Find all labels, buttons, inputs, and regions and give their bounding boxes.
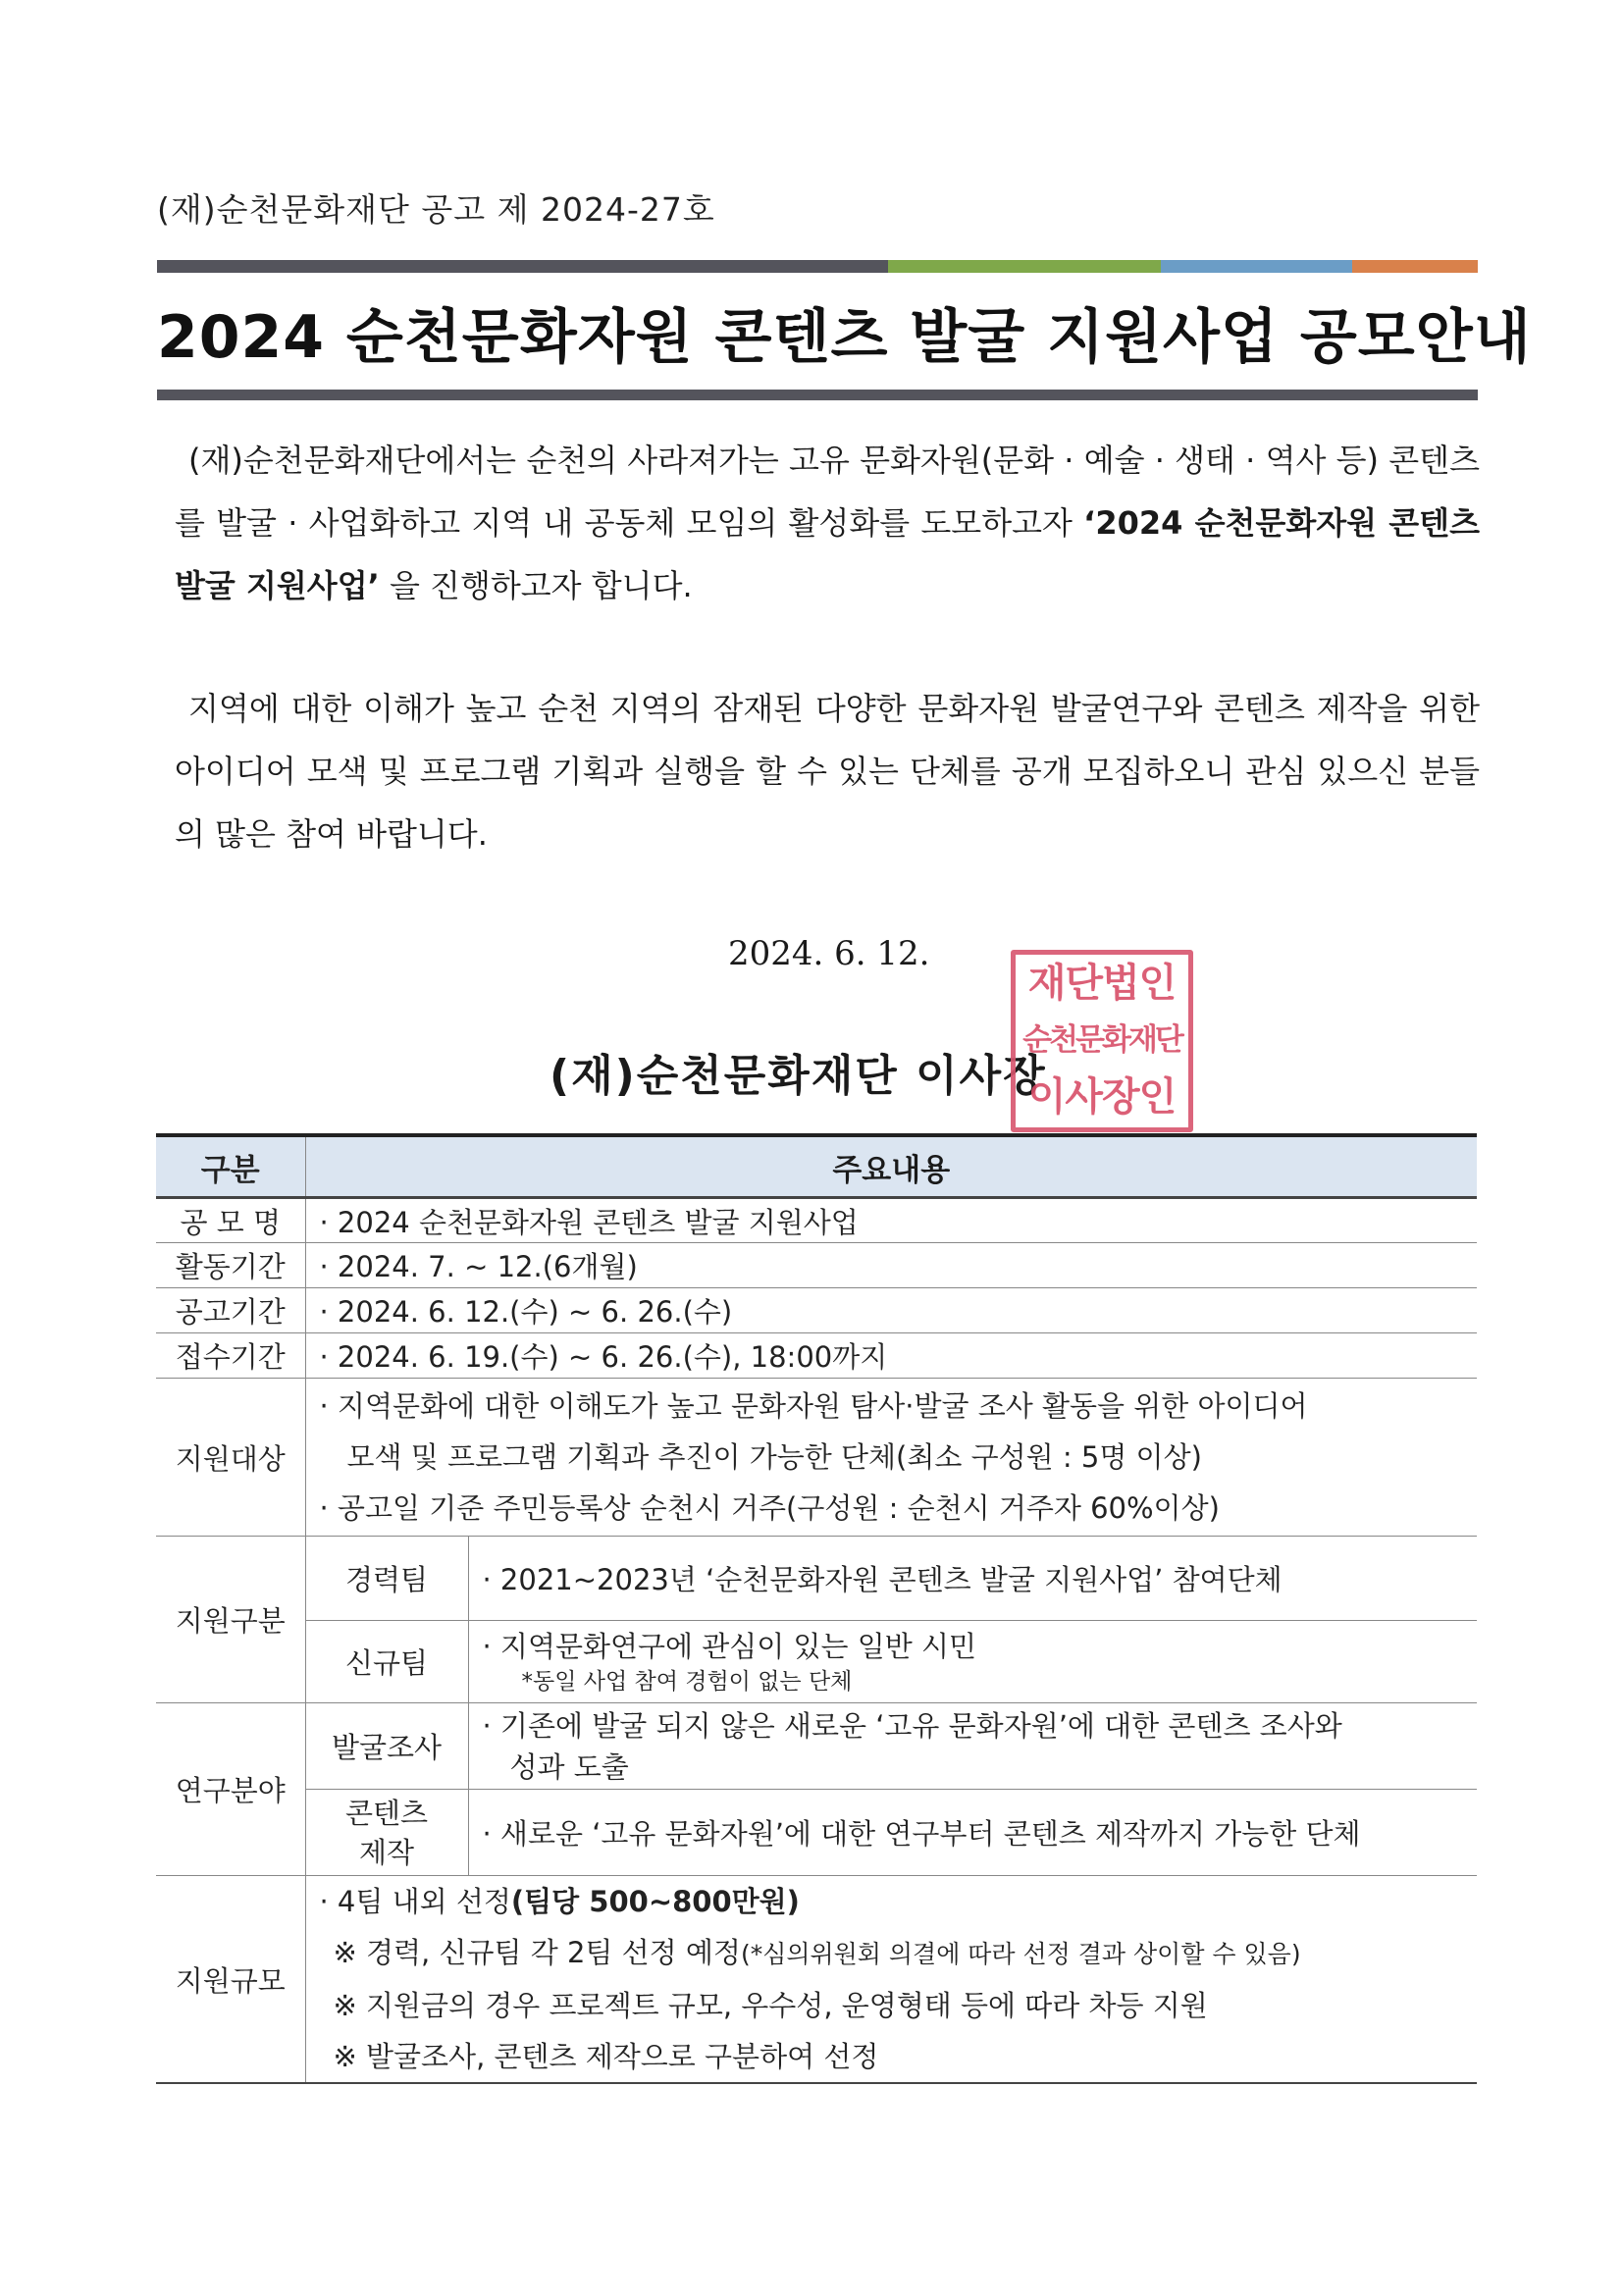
sub-label-survey: 발굴조사 <box>305 1703 468 1790</box>
row-label-receipt: 접수기간 <box>156 1333 305 1379</box>
scale-line-1 <box>320 1876 1478 1927</box>
target-line-2: 모색 및 프로그램 기획과 추진이 가능한 단체(최소 구성원 : 5명 이상) <box>346 1440 1202 1474</box>
intro-paragraph-1 <box>175 429 1480 617</box>
decor-bar-gray <box>157 260 888 273</box>
row-label-scale: 지원규모 <box>156 1876 305 2084</box>
decor-bar-blue <box>1161 260 1352 273</box>
sub-label-new: 신규팀 <box>305 1621 468 1703</box>
sub-label-content <box>305 1790 468 1876</box>
scale-line-2 <box>320 1927 1478 1980</box>
row-value-notice: · 2024. 6. 12.(수) ~ 6. 26.(수) <box>305 1288 1477 1333</box>
header-content: 주요내용 <box>305 1135 1477 1198</box>
row-value-survey <box>468 1703 1477 1790</box>
seal-line-3: 이사장인 <box>1027 1074 1177 1120</box>
title-underline-bar <box>157 390 1478 400</box>
row-label-notice: 공고기간 <box>156 1288 305 1333</box>
scale-line-3: ※ 지원금의 경우 프로젝트 규모, 우수성, 운영형태 등에 따라 차등 지원 <box>333 1989 1208 2022</box>
scale-line-1-a: · 4팀 내외 선정 <box>319 1885 511 1918</box>
row-label-field: 연구분야 <box>156 1703 305 1876</box>
notice-number: (재)순천문화재단 공고 제 2024-27호 <box>157 190 715 229</box>
seal-line-1: 재단법인 <box>1027 961 1177 1006</box>
sub-label-experienced: 경력팀 <box>305 1537 468 1621</box>
target-line-1: · 지역문화에 대한 이해도가 높고 문화자원 탐사·발굴 조사 활동을 위한 아이디어 <box>319 1389 1308 1423</box>
notice-date: 2024. 6. 12. <box>728 934 930 973</box>
page-title: 2024 순천문화자원 콘텐츠 발굴 지원사업 공모안내 <box>157 303 1532 372</box>
intro-program-name: ‘2024 순천문화자원 콘텐츠 발굴 지원사업’ <box>175 504 1480 604</box>
scale-line-2-a: ※ 경력, 신규팀 각 2팀 선정 예정 <box>333 1936 741 1969</box>
header-category: 구분 <box>156 1135 305 1198</box>
row-value-experienced: · 2021~2023년 ‘순천문화자원 콘텐츠 발굴 지원사업’ 참여단체 <box>468 1537 1477 1621</box>
content-label-line-1: 콘텐츠 <box>344 1796 429 1830</box>
row-value-new <box>468 1621 1477 1703</box>
row-value-content: · 새로운 ‘고유 문화자원’에 대한 연구부터 콘텐츠 제작까지 가능한 단체 <box>468 1790 1477 1876</box>
official-seal-stamp <box>1011 950 1193 1132</box>
scale-line-2-b: (*심의위원회 의결에 따라 선정 결과 상이할 수 있음) <box>740 1940 1301 1968</box>
intro-text-a: (재)순천문화재단에서는 순천의 사라져가는 고유 문화자원(문화 · 예술 · 생태 · 역사 등) 콘텐츠를 발굴 · 사업화하고 지역 내 공동체 모임의 활성화를 도모하고자 <box>175 442 1480 542</box>
row-value-receipt: · 2024. 6. 19.(수) ~ 6. 26.(수), 18:00까지 <box>305 1333 1477 1379</box>
intro-paragraph-2: 지역에 대한 이해가 높고 순천 지역의 잠재된 다양한 문화자원 발굴연구와 콘텐츠 제작을 위한 아이디어 모색 및 프로그램 기획과 실행을 할 수 있는 단체를 공개 모집하오니 관심 있으신 분들의 많은 참여 바랍니다. <box>175 690 1480 853</box>
row-label-name: 공 모 명 <box>156 1198 305 1243</box>
program-info-table <box>156 1133 1477 2084</box>
issuer-name: (재)순천문화재단 이사장 <box>550 1051 1047 1101</box>
new-team-line: · 지역문화연구에 관심이 있는 일반 시민 <box>482 1629 977 1663</box>
row-value-activity: · 2024. 7. ~ 12.(6개월) <box>305 1243 1477 1288</box>
target-line-3: · 공고일 기준 주민등록상 순천시 거주(구성원 : 순천시 거주자 60%이상) <box>319 1491 1220 1525</box>
row-label-activity: 활동기간 <box>156 1243 305 1288</box>
content-label-line-2: 제작 <box>358 1835 415 1869</box>
row-label-division: 지원구분 <box>156 1537 305 1703</box>
survey-line-2: 성과 도출 <box>509 1749 629 1784</box>
row-label-target: 지원대상 <box>156 1379 305 1537</box>
scale-line-1-b: (팀당 500~800만원) <box>510 1885 800 1918</box>
row-value-name: · 2024 순천문화자원 콘텐츠 발굴 지원사업 <box>305 1198 1477 1243</box>
seal-line-2: 순천문화재단 <box>1022 1022 1181 1058</box>
decor-bar-green <box>888 260 1161 273</box>
survey-line-1: · 기존에 발굴 되지 않은 새로운 ‘고유 문화자원’에 대한 콘텐츠 조사와 <box>482 1708 1342 1743</box>
row-value-scale <box>305 1876 1477 2084</box>
row-value-target <box>305 1379 1477 1537</box>
intro-text-b: 을 진행하고자 합니다. <box>379 567 693 604</box>
new-team-note: *동일 사업 참여 경험이 없는 단체 <box>521 1668 853 1695</box>
decor-bar-orange <box>1352 260 1478 273</box>
scale-line-4: ※ 발굴조사, 콘텐츠 제작으로 구분하여 선정 <box>333 2040 879 2073</box>
